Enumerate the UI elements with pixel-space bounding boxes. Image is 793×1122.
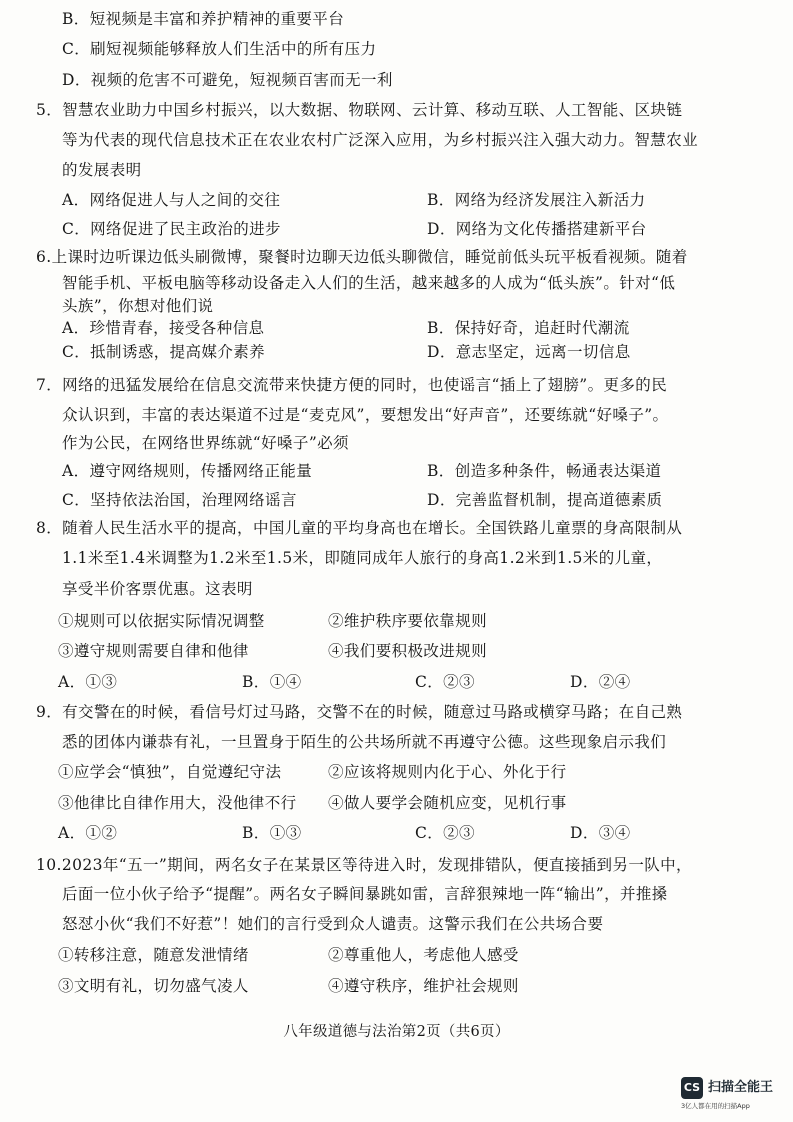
q5-option-a: A．网络促进人与人之间的交往 (62, 191, 281, 209)
q9-stem-line-1: 9．有交警在的时候，看信号灯过马路，交警不在的时候，随意过马路或横穿马路；在自己熟 (36, 703, 683, 721)
q8-choice-2: ②维护秩序要依靠规则 (328, 612, 488, 630)
q10-choice-4: ④遵守秩序，维护社会规则 (328, 977, 519, 995)
q8-option-d: D．②④ (570, 673, 631, 691)
q7-stem-line-2: 众认识到，丰富的表达渠道不过是“麦克风”，要想发出“好声音”，还要练就“好嗓子”。 (62, 406, 669, 424)
scanner-tagline: 3亿人都在用的扫描App (681, 1102, 750, 1110)
q7-option-a: A．遵守网络规则，传播网络正能量 (62, 462, 313, 480)
q6-option-b: B．保持好奇，追赶时代潮流 (427, 319, 630, 337)
q9-option-a: A．①② (58, 824, 118, 842)
q9-choice-1: ①应学会“慎独”，自觉遵纪守法 (58, 763, 282, 781)
q8-stem-line-3: 享受半价客票优惠。这表明 (62, 580, 253, 598)
q10-stem-line-2: 后面一位小伙子给予“提醒”。两名女子瞬间暴跳如雷，言辞狠辣地一阵“输出”，并推搡 (62, 885, 668, 903)
q4-option-d: D．视频的危害不可避免，短视频百害而无一利 (62, 71, 393, 89)
q9-option-c: C．②③ (415, 824, 475, 842)
q6-option-c: C．抵制诱惑，提高媒介素养 (62, 343, 266, 361)
q5-option-c: C．网络促进了民主政治的进步 (62, 220, 281, 238)
q7-option-d: D．完善监督机制，提高道德素质 (427, 491, 663, 509)
q5-stem-line-3: 的发展表明 (62, 161, 142, 179)
scanner-watermark (681, 1077, 787, 1113)
q10-stem-line-3: 怒怼小伙“我们不好惹”！她们的言行受到众人谴责。这警示我们在公共场合要 (62, 915, 604, 933)
q9-choice-2: ②应该将规则内化于心、外化于行 (328, 763, 567, 781)
q7-stem-line-3: 作为公民，在网络世界练就“好嗓子”必须 (62, 434, 349, 452)
q6-stem-line-1: 6.上课时边听课边低头刷微博，聚餐时边聊天边低头聊微信，睡觉前低头玩平板看视频。随着 (36, 248, 688, 266)
q4-option-b: B．短视频是丰富和养护精神的重要平台 (62, 10, 345, 28)
q8-option-c: C．②③ (415, 673, 475, 691)
q8-choice-4: ④我们要积极改进规则 (328, 642, 488, 660)
q10-choice-2: ②尊重他人，考虑他人感受 (328, 946, 519, 964)
q4-option-c: C．刷短视频能够释放人们生活中的所有压力 (62, 40, 377, 58)
q8-option-b: B．①④ (242, 673, 302, 691)
q10-choice-1: ①转移注意，随意发泄情绪 (58, 946, 249, 964)
q6-option-a: A．珍惜青春，接受各种信息 (62, 319, 265, 337)
scanner-brand: 扫描全能王 (708, 1080, 774, 1095)
q9-choice-3: ③他律比自律作用大，没他律不行 (58, 794, 297, 812)
q7-stem-line-1: 7．网络的迅猛发展给在信息交流带来快捷方便的同时，也使谣言“插上了翅膀”。更多的民 (36, 376, 668, 394)
q8-stem-line-1: 8．随着人民生活水平的提高，中国儿童的平均身高也在增长。全国铁路儿童票的身高限制从 (36, 519, 683, 537)
q8-stem-line-2: 1.1米至1.4米调整为1.2米至1.5米，即随同成年人旅行的身高1.2米到1.5米的儿童， (62, 549, 663, 567)
q7-option-b: B．创造多种条件，畅通表达渠道 (427, 462, 662, 480)
q6-stem-line-3: 头族”，你想对他们说 (62, 297, 214, 315)
q6-stem-line-2: 智能手机、平板电脑等移动设备走入人们的生活，越来越多的人成为“低头族”。针对“低 (62, 274, 676, 292)
q5-option-b: B．网络为经济发展注入新活力 (427, 191, 646, 209)
q8-option-a: A．①③ (58, 673, 118, 691)
q9-choice-4: ④做人要学会随机应变，见机行事 (328, 794, 567, 812)
q5-stem-line-1: 5．智慧农业助力中国乡村振兴，以大数据、物联网、云计算、移动互联、人工智能、区块链 (36, 101, 683, 119)
q7-option-c: C．坚持依法治国，治理网络谣言 (62, 491, 297, 509)
q5-stem-line-2: 等为代表的现代信息技术正在农业农村广泛深入应用，为乡村振兴注入强大动力。智慧农业 (62, 131, 699, 149)
q9-option-b: B．①③ (242, 824, 302, 842)
q8-choice-1: ①规则可以依据实际情况调整 (58, 612, 265, 630)
q8-choice-3: ③遵守规则需要自律和他律 (58, 642, 249, 660)
q5-option-d: D．网络为文化传播搭建新平台 (427, 220, 647, 238)
camscanner-logo-icon: CS (681, 1077, 703, 1099)
q9-option-d: D．③④ (570, 824, 631, 842)
q10-stem-line-1: 10.2023年“五一”期间，两名女子在某景区等待进入时，发现排错队，便直接插到另一队中， (36, 856, 692, 874)
q10-choice-3: ③文明有礼，切勿盛气凌人 (58, 977, 249, 995)
q6-option-d: D．意志坚定，远离一切信息 (427, 343, 631, 361)
q9-stem-line-2: 悉的团体内谦恭有礼，一旦置身于陌生的公共场所就不再遵守公德。这些现象启示我们 (62, 733, 667, 751)
page-footer: 八年级道德与法治第2页（共6页） (283, 1024, 510, 1040)
